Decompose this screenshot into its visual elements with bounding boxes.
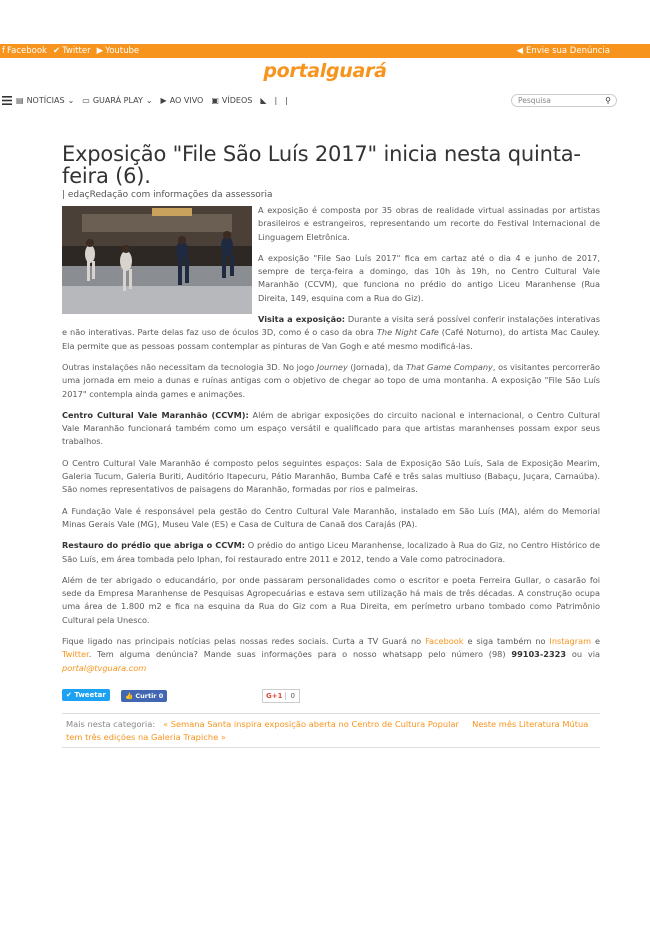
thumbs-up-icon: 👍 [125, 691, 136, 700]
paragraph: Centro Cultural Vale Maranhão (CCVM): Além de abrigar exposições do circuito nacional e internacional, o Centro Cultural Vale Maranhão funcionará também como um espaço versátil e qualificado para que artistas maranhenses possam expor seus trabalhos. [62, 409, 600, 447]
twitter-link[interactable]: ✔ Twitter [52, 46, 91, 56]
email-link[interactable]: portal@tvguara.com [62, 662, 147, 673]
youtube-icon: ▶ [96, 46, 104, 56]
gplus-button[interactable]: G+1 0 [262, 689, 300, 703]
megaphone-icon: ◀ [516, 46, 523, 56]
hamburger-icon[interactable] [2, 96, 12, 107]
article-body [62, 204, 600, 675]
article-title: Exposição "File São Luís 2017" inicia nesta quinta- feira (6). [62, 142, 581, 188]
next-article-link[interactable]: Neste mês Literatura Mútua tem três edições na Galeria Trapiche » [66, 718, 589, 742]
main-nav [0, 93, 650, 109]
nav-separator: | [274, 96, 278, 105]
monitor-icon: ▭ [82, 96, 90, 105]
article [62, 143, 600, 748]
nav-item-videos[interactable]: ▣ VÍDEOS [211, 93, 252, 109]
like-button[interactable]: 👍 Curtir 0 [121, 690, 167, 702]
youtube-link[interactable]: ▶ Youtube [96, 46, 140, 56]
previous-article-link[interactable]: « Semana Santa inspira exposição aberta no Centro de Cultura Popular [163, 718, 459, 729]
article-byline: | edaçRedação com informações da assessoria [62, 190, 273, 200]
play-icon: ▶ [160, 96, 167, 105]
facebook-icon: f [2, 46, 5, 56]
tweet-button[interactable]: ✔ Tweetar [62, 689, 110, 701]
nav-item-ao-vivo[interactable]: ▶ AO VIVO [161, 93, 204, 109]
paragraph: O Centro Cultural Vale Maranhão é composto pelos seguintes espaços: Sala de Exposição São Luís, Sala de Exposição Mearim, Galeria Tucum, Galeria Buriti, Auditório Itapecuru, Pátio Maranhão, Bumba Café e três salas multiuso (Babaçu, Juçara, Carnaúba). São nomes representativos de paisagens do Maranhão, formadas por rios e palmeiras. [62, 457, 600, 495]
report-link[interactable]: ◀ Envie sua Denúncia [516, 46, 610, 56]
facebook-link[interactable]: Facebook [425, 636, 464, 647]
paragraph: Outras instalações não necessitam da tecnologia 3D. No jogo Journey (Jornada), da That Game Company, os visitantes percorrerão uma jornada em meio a dunas e ruínas antigas com o objetivo de chegar ao topo de uma montanha. A exposição "File São Luís 2017" contempla ainda games e animações. [62, 361, 600, 399]
search-input[interactable]: Pesquisa ⚲ [511, 94, 617, 107]
more-in-category: Mais nesta categoria: « Semana Santa inspira exposição aberta no Centro de Cultura Popular Neste mês Literatura Mútua tem três edições na Galeria Trapiche » [62, 713, 600, 748]
nav-item-guara-play[interactable]: ▭ GUARÁ PLAY ⌄ [82, 93, 152, 109]
twitter-icon: ✔ [66, 690, 75, 699]
paragraph: Visita a exposição: Durante a visita será possível conferir instalações interativas e não interativas. Parte delas faz uso de óculos 3D, como é o caso da obra The Night Cafe (Café Noturno), do artista Mac Cauley. Ela permite que as pessoas possam contemplar as pinturas de Van Gogh e até mesmo modificá-las. [62, 314, 601, 351]
paragraph: Fique ligado nas principais notícias pelas nossas redes sociais. Curta a TV Guará no Facebook e siga também no Instagram e Twitter. Tem alguma denúncia? Mande suas informações para o nosso whatsapp pelo número (98) 99103-2323 ou via portal@tvguara.com [62, 636, 601, 673]
twitter-link[interactable]: Twitter [62, 649, 89, 660]
whatsapp-number: 99103-2323 [511, 649, 567, 660]
paragraph: Restauro do prédio que abriga o CCVM: O prédio do antigo Liceu Maranhense, localizado à Rua do Giz, no Centro Histórico de São Luís, em área tombada pelo Iphan, foi restaurado entre 2011 e 2012, tendo a Vale como patrocinadora. [62, 540, 600, 564]
facebook-link[interactable]: f Facebook [2, 46, 47, 56]
chevron-down-icon: ⌄ [145, 96, 153, 105]
site-logo[interactable]: portalguará [263, 60, 387, 82]
paragraph: A exposição é composta por 35 obras de realidade virtual assinadas por artistas brasileiros e estrangeiros, representando um recorte do Festival Internacional de Linguagem Eletrônica. [258, 205, 600, 242]
article-photo [62, 206, 252, 314]
paragraph: A exposição "File Sao Luís 2017" fica em cartaz até o dia 4 e junho de 2017, sempre de terça-feira a domingo, das 10h às 19h, no Centro Cultural Vale Maranhão (CCVM), que funciona no prédio do antigo Liceu Maranhense (Rua Direita, 149, esquina com a Rua do Giz). [258, 252, 600, 303]
chevron-down-icon: ⌄ [67, 96, 75, 105]
instagram-link[interactable]: Instagram [549, 636, 592, 647]
paragraph: Além de ter abrigado o educandário, por onde passaram personalidades como o escritor e poeta Ferreira Gullar, o casarão foi sede da Empresa Maranhense de Pesquisas Agropecuárias e estava sem utilização há mais de três décadas. A construção ocupa uma área de 1.800 m2 e fica na esquina da Rua do Giz com a Rua Direita, em perímetro urbano tombado como Patrimônio Cultural pela Unesco. [62, 574, 600, 625]
paragraph: A Fundação Vale é responsável pela gestão do Centro Cultural Vale Maranhão, instalado em São Luís (MA), além do Memorial Minas Gerais Vale (MG), Museu Vale (ES) e Casa de Cultura de Canaã dos Carajás (PA). [62, 505, 600, 529]
top-bar [0, 44, 650, 58]
search-icon[interactable]: ⚲ [605, 96, 611, 105]
nav-separator: | [285, 96, 288, 105]
twitter-icon: ✔ [52, 46, 61, 56]
newspaper-icon: ▤ [16, 96, 24, 105]
nav-item-noticias[interactable]: ▤ NOTÍCIAS ⌄ [16, 93, 74, 109]
video-icon: ▣ [211, 96, 219, 105]
share-buttons [62, 689, 600, 705]
rss-icon[interactable]: ◣ [260, 96, 267, 105]
social-links [2, 44, 139, 58]
